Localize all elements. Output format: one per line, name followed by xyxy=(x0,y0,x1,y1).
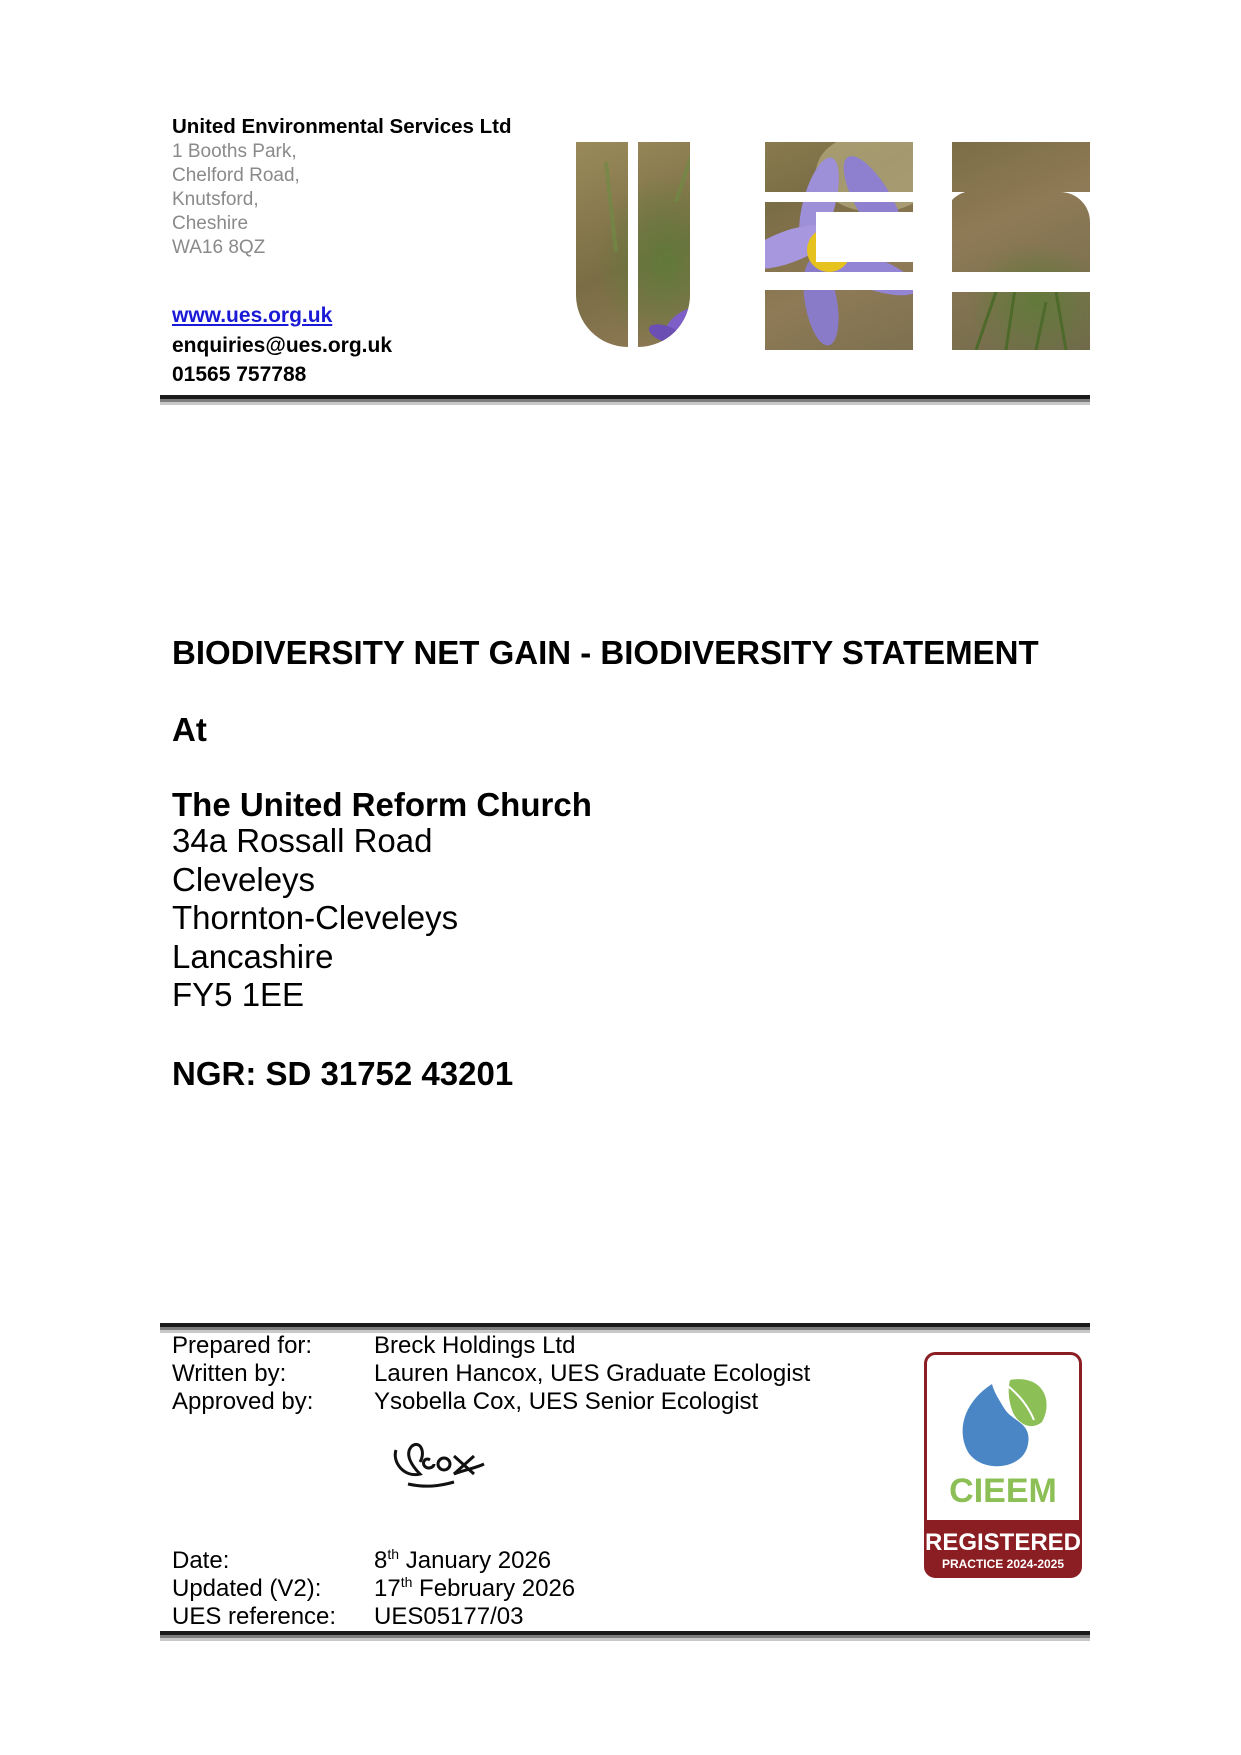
written-by-value: Lauren Hancox, UES Graduate Ecologist xyxy=(374,1360,811,1387)
site-address xyxy=(172,822,458,1015)
address-line: Chelford Road, xyxy=(172,165,300,186)
date-label: Date: xyxy=(172,1547,230,1574)
address-line: WA16 8QZ xyxy=(172,237,266,258)
at-label: At xyxy=(172,711,207,748)
badge-status-text: REGISTERED xyxy=(924,1529,1082,1556)
prepared-for-row xyxy=(172,1332,810,1360)
approved-by-value: Ysobella Cox, UES Senior Ecologist xyxy=(374,1388,759,1415)
address-line: 1 Booths Park, xyxy=(172,141,297,162)
grid-reference: NGR: SD 31752 43201 xyxy=(172,1055,514,1092)
footer-bottom-divider xyxy=(160,1631,1090,1641)
authorship-details xyxy=(172,1332,810,1416)
email-address: enquiries@ues.org.uk xyxy=(172,334,393,357)
approved-by-row xyxy=(172,1388,810,1416)
date-details xyxy=(172,1547,575,1631)
cieem-registered-badge xyxy=(924,1352,1082,1578)
reference-value: UES05177/03 xyxy=(374,1603,524,1630)
website-link[interactable]: www.ues.org.uk xyxy=(172,304,333,327)
date-row xyxy=(172,1547,575,1575)
approver-signature xyxy=(390,1432,490,1498)
prepared-for-value: Breck Holdings Ltd xyxy=(374,1332,576,1359)
updated-value: 17th February 2026 xyxy=(374,1574,576,1602)
date-value: 8th January 2026 xyxy=(374,1546,552,1574)
reference-label: UES reference: xyxy=(172,1603,337,1630)
updated-row xyxy=(172,1575,575,1603)
written-by-row xyxy=(172,1360,810,1388)
site-address-line: Lancashire xyxy=(172,937,334,975)
written-by-label: Written by: xyxy=(172,1360,287,1387)
site-name: The United Reform Church xyxy=(172,786,592,823)
prepared-for-label: Prepared for: xyxy=(172,1332,313,1359)
company-address xyxy=(172,140,300,260)
phone-number: 01565 757788 xyxy=(172,363,307,386)
document-title: BIODIVERSITY NET GAIN - BIODIVERSITY STATEMENT xyxy=(172,634,1039,671)
reference-row xyxy=(172,1603,575,1631)
approved-by-label: Approved by: xyxy=(172,1388,314,1415)
updated-label: Updated (V2): xyxy=(172,1575,322,1602)
company-name: United Environmental Services Ltd xyxy=(172,115,512,138)
site-address-line: Cleveleys xyxy=(172,860,316,898)
ues-logo xyxy=(576,142,1090,350)
badge-practice-text: PRACTICE 2024-2025 xyxy=(941,1557,1065,1571)
address-line: Cheshire xyxy=(172,213,249,234)
address-line: Knutsford, xyxy=(172,189,259,210)
site-address-line: 34a Rossall Road xyxy=(172,822,433,859)
header-divider xyxy=(160,395,1090,405)
badge-org-text: CIEEM xyxy=(949,1472,1057,1510)
site-address-line: FY5 1EE xyxy=(172,976,305,1013)
site-address-line: Thornton-Cleveleys xyxy=(172,899,459,936)
